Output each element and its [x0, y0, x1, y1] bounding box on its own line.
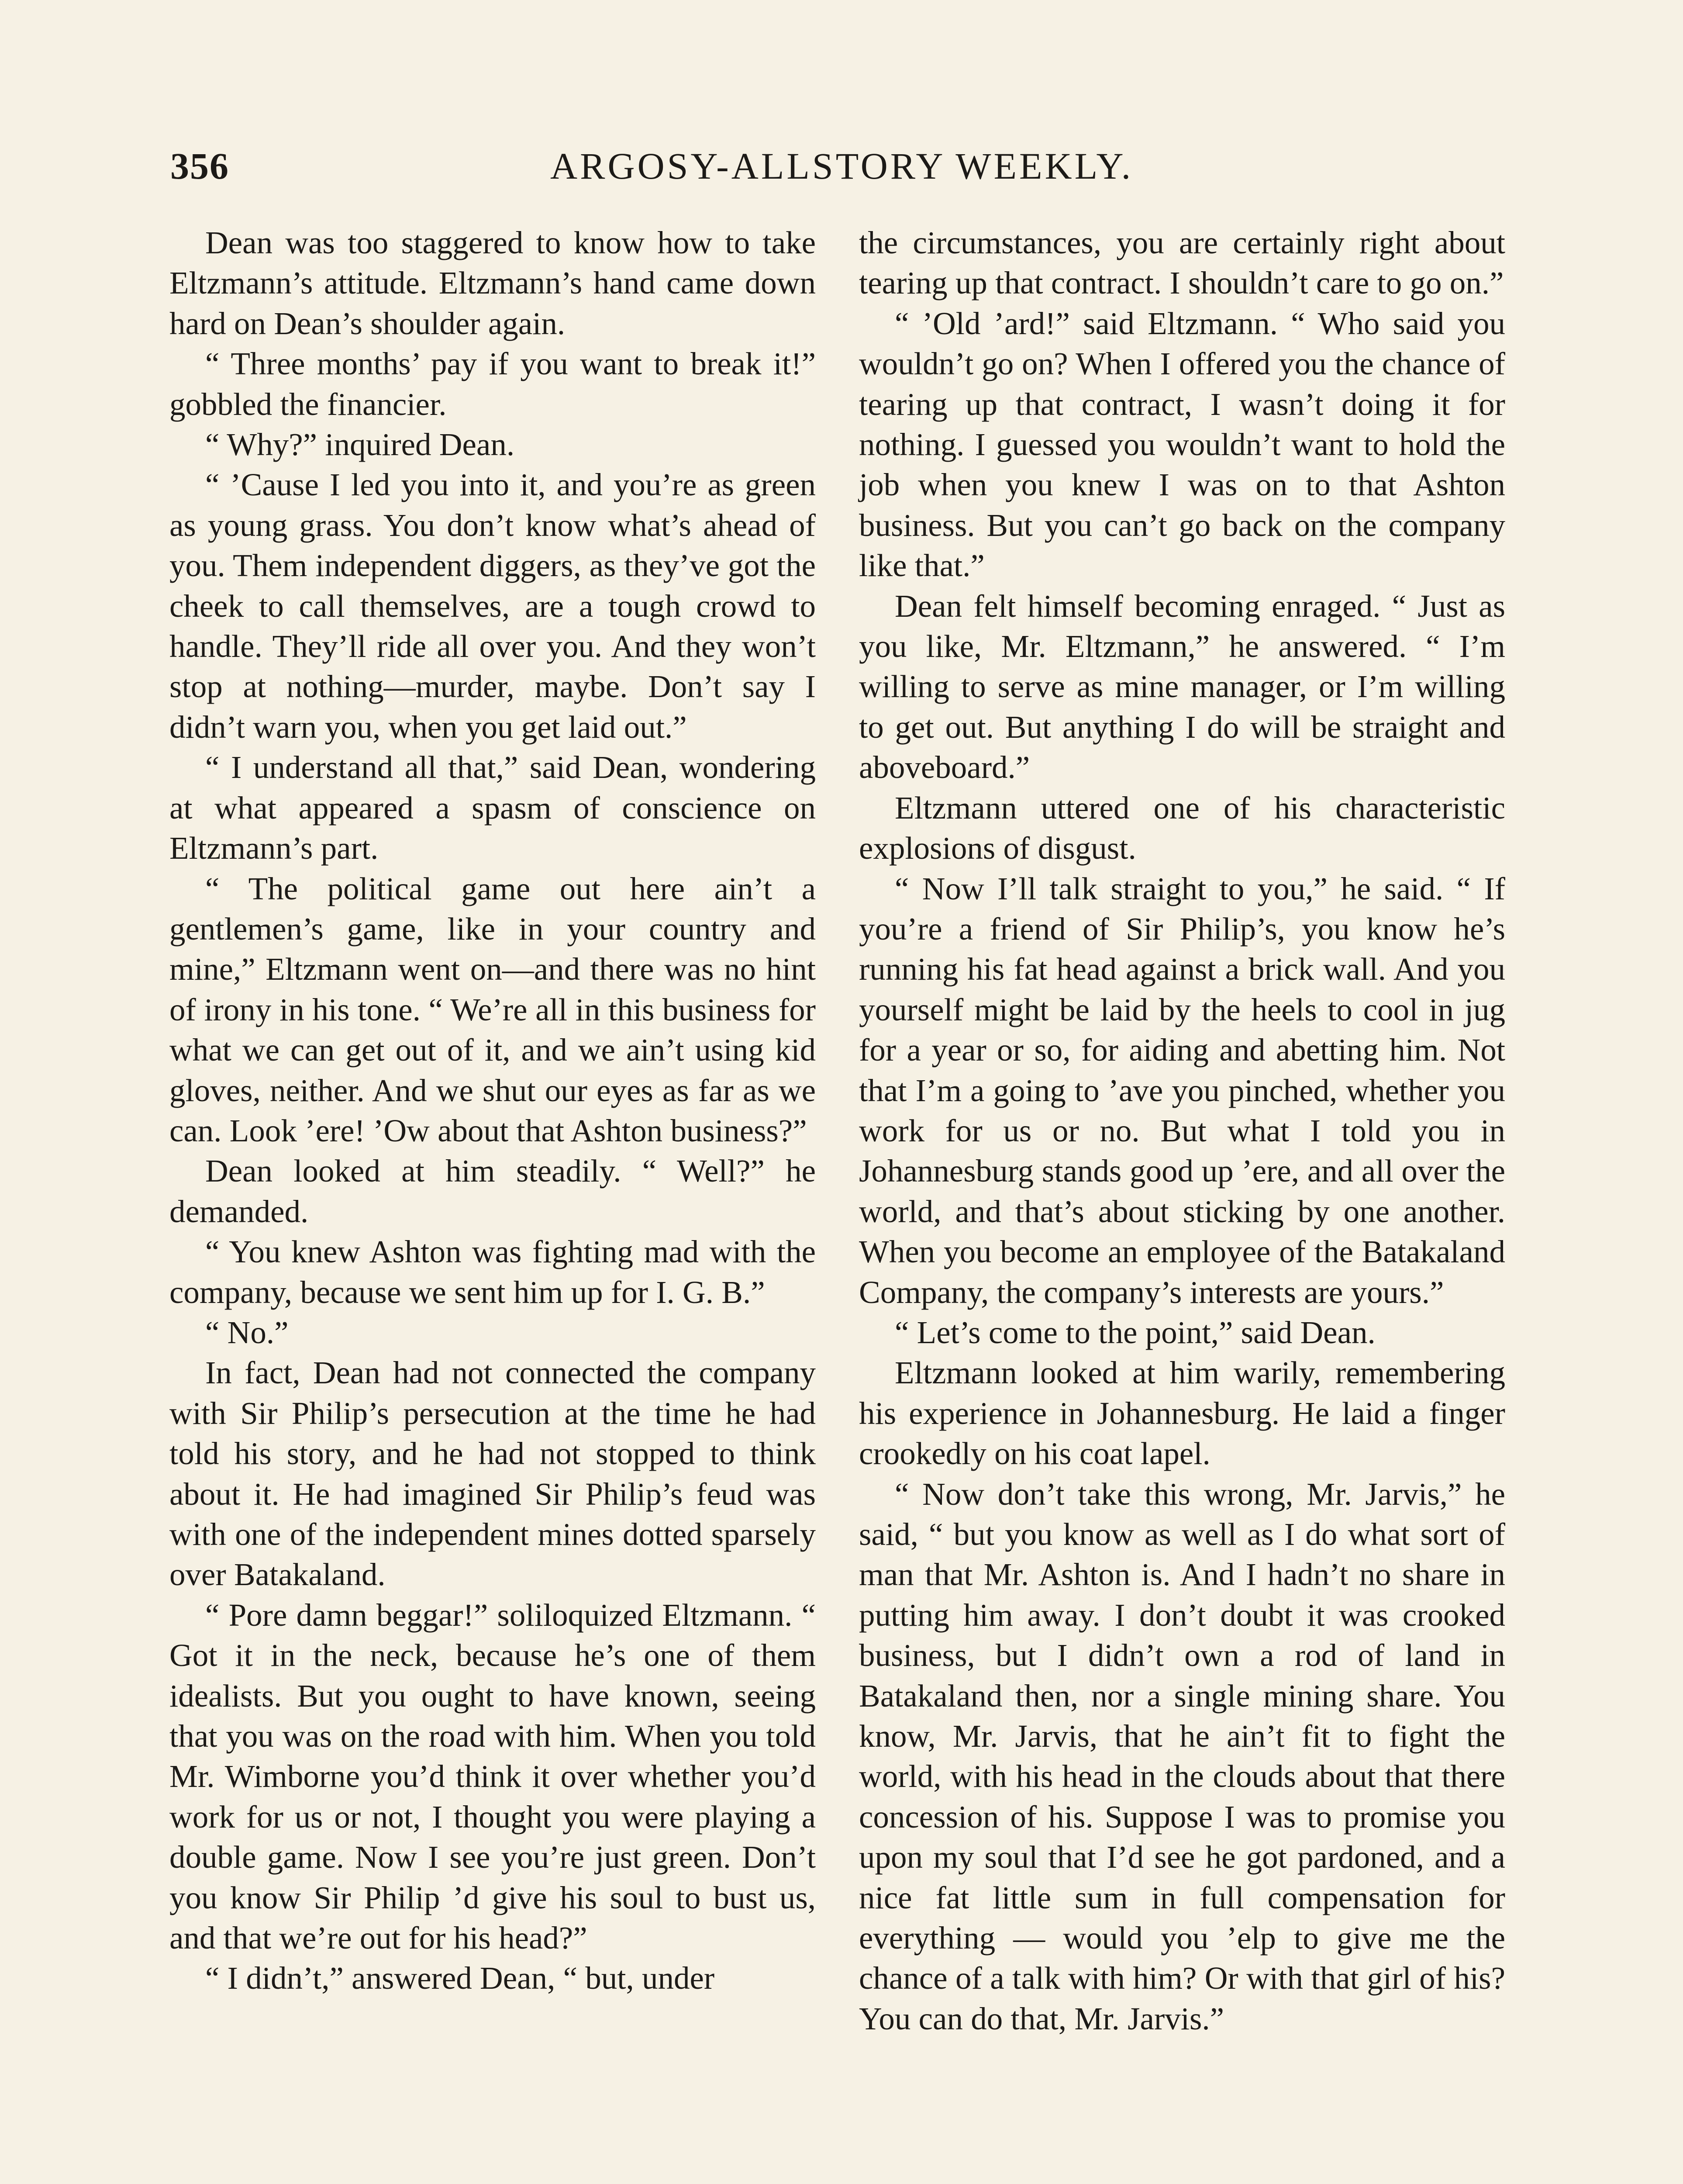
paragraph: Eltzmann looked at him warily, remembering his experience in Johannesburg. He laid a finger crookedly on his coat lapel. [859, 1355, 1505, 1472]
paragraph: Dean looked at him steadily. “ Well?” he demanded. [169, 1153, 816, 1229]
paragraph: Dean was too staggered to know how to take Eltzmann’s attitude. Eltzmann’s hand came down hard on Dean’s shoulder again. [169, 225, 816, 341]
page-number: 356 [170, 145, 229, 187]
right-column [859, 223, 1505, 2039]
paragraph: In fact, Dean had not connected the company with Sir Philip’s persecution at the time he had told his story, and he had not stopped to think about it. He had imagined Sir Philip’s feud was with one of the independent mines dotted sparsely over Batakaland. [169, 1355, 816, 1593]
paragraph: “ Three months’ pay if you want to break it!” gobbled the financier. [169, 346, 816, 422]
paragraph: “ Why?” inquired Dean. [205, 427, 515, 463]
paragraph: Dean felt himself becoming enraged. “ Just as you like, Mr. Eltzmann,” he answered. “ I’m willing to serve as mine manager, or I’m willing to get out. But anything I do will be straight and aboveboard.” [859, 588, 1505, 785]
paragraph: “ Let’s come to the point,” said Dean. [895, 1314, 1376, 1350]
paragraph: “ Now don’t take this wrong, Mr. Jarvis,” he said, “ but you know as well as I do what sort of man that Mr. Ashton is. And I hadn’t no share in putting him away. I don’t doubt it was crooked business, but I didn’t own a rod of land in Batakaland then, nor a single mining share. You know, Mr. Jarvis, that he ain’t fit to fight the world, with his head in the clouds about that there concession of his. Suppose I was to promise you upon my soul that I’d see he got pardoned, and a nice fat little sum in full compensation for everything — would you ’elp to give me the chance of a talk with him? Or with that girl of his? You can do that, Mr. Jarvis.” [859, 1476, 1505, 2036]
paragraph: “ The political game out here ain’t a gentlemen’s game, like in your country and mine,” Eltzmann went on—and there was no hint of irony in his tone. “ We’re all in this business for what we can get out of it, and we ain’t using kid gloves, neither. And we shut our eyes as far as we can. Look ’ere! ’Ow about that Ashton business?” [169, 871, 816, 1148]
paragraph: “ ’Old ’ard!” said Eltzmann. “ Who said you wouldn’t go on? When I offered you the chance of tearing up that contract, I wasn’t doing it for nothing. I guessed you wouldn’t want to hold the job when you knew I was on to that Ashton business. But you can’t go back on the company like that.” [859, 305, 1505, 584]
paragraph: “ Now I’ll talk straight to you,” he said. “ If you’re a friend of Sir Philip’s, you know he’s running his fat head against a brick wall. And you yourself might be laid by the heels to cool in jug for a year or so, for aiding and abetting him. Not that I’m a going to ’ave you pinched, whether you work for us or no. But what I told you in Johannesburg stands good up ’ere, and all over the world, and that’s about sticking by one another. When you become an employee of the Batakaland Company, the company’s interests are yours.” [859, 871, 1505, 1310]
left-column [169, 223, 816, 1999]
paragraph: the circumstances, you are certainly right about tearing up that contract. I shouldn’t care to go on.” [859, 225, 1505, 301]
paragraph: “ You knew Ashton was fighting mad with the company, because we sent him up for I. G. B.” [169, 1234, 816, 1310]
paragraph: “ I understand all that,” said Dean, wondering at what appeared a spasm of conscience on Eltzmann’s part. [169, 750, 816, 866]
paragraph: “ No.” [205, 1314, 289, 1350]
paragraph: “ Pore damn beggar!” soliloquized Eltzmann. “ Got it in the neck, because he’s one of them idealists. But you ought to have known, seeing that you was on the road with him. When you told Mr. Wimborne you’d think it over whether you’d work for us or not, I thought you were playing a double game. Now I see you’re just green. Don’t you know Sir Philip ’d give his soul to bust us, and that we’re out for his head?” [169, 1597, 816, 1956]
paragraph: “ ’Cause I led you into it, and you’re as green as young grass. You don’t know what’s ahead of you. Them independent diggers, as they’ve got the cheek to call themselves, are a tough crowd to handle. They’ll ride all over you. And they won’t stop at nothing—murder, maybe. Don’t say I didn’t warn you, when you get laid out.” [169, 467, 816, 745]
running-head: ARGOSY-ALLSTORY WEEKLY. [550, 145, 1134, 187]
paragraph: Eltzmann uttered one of his characteristic explosions of disgust. [859, 790, 1505, 866]
paragraph: “ I didn’t,” answered Dean, “ but, under [205, 1960, 715, 1996]
